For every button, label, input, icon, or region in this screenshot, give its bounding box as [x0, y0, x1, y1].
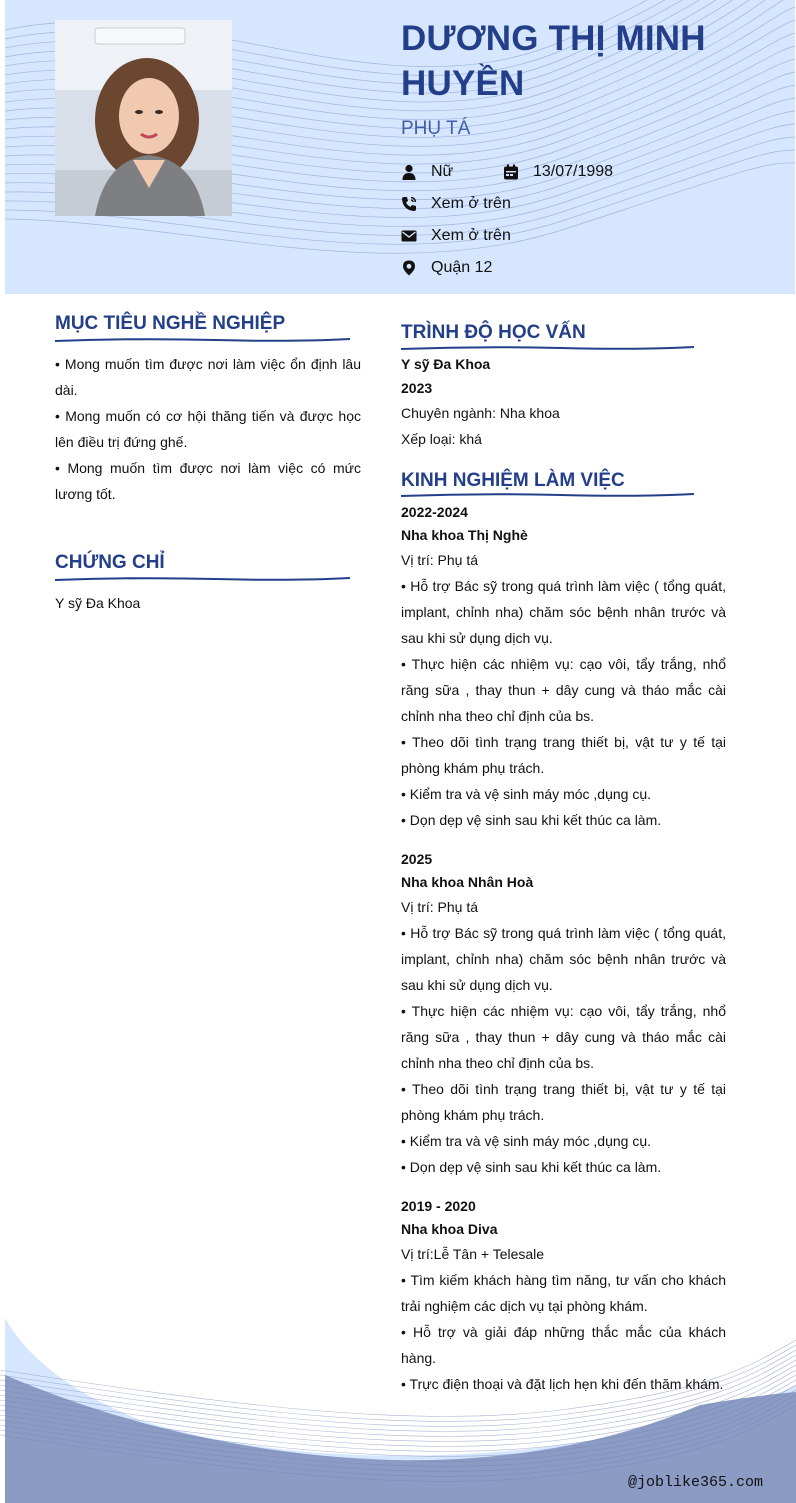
phone-value: Xem ở trên	[431, 195, 511, 212]
list-item: • Mong muốn tìm được nơi làm việc có mức lương tốt.	[55, 460, 361, 502]
certificates-heading: CHỨNG CHỈ	[55, 552, 165, 573]
job-duty: • Dọn dẹp vệ sinh sau khi kết thúc ca làm.	[401, 1159, 662, 1175]
envelope-icon	[401, 228, 417, 244]
calendar-icon	[503, 164, 519, 180]
objective-heading: MỤC TIÊU NGHỀ NGHIỆP	[55, 313, 286, 334]
header-banner	[5, 0, 795, 294]
job-period: 2019 - 2020	[401, 1198, 476, 1214]
job-duty: • Theo dõi tình trạng trang thiết bị, vật tư y tế tại phòng khám phụ trách.	[401, 1081, 726, 1123]
job-duty: • Kiểm tra và vệ sinh máy móc ,dụng cụ.	[401, 786, 652, 802]
address-value: Quận 12	[431, 259, 493, 276]
objective-underline	[55, 337, 350, 343]
user-icon	[401, 164, 417, 180]
education-school: Y sỹ Đa Khoa	[401, 356, 491, 372]
job-title: PHỤ TÁ	[401, 118, 471, 139]
job-duty: • Hỗ trợ Bác sỹ trong quá trình làm việc ( tổng quát, implant, chỉnh nha) chăm sóc bệnh nhân trước và sau khi sử dụng dịch vụ.	[401, 925, 726, 993]
experience-item	[401, 501, 726, 833]
education-heading: TRÌNH ĐỘ HỌC VẤN	[401, 322, 586, 343]
job-duty: • Theo dõi tình trạng trang thiết bị, vật tư y tế tại phòng khám phụ trách.	[401, 734, 726, 776]
gender-value: Nữ	[431, 163, 454, 180]
job-company: Nha khoa Diva	[401, 1221, 498, 1237]
education-major: Chuyên ngành: Nha khoa	[401, 405, 560, 421]
list-item: • Mong muốn có cơ hội thăng tiến và được học lên điều trị đứng ghế.	[55, 408, 361, 450]
address-row	[401, 257, 492, 279]
job-period: 2022-2024	[401, 504, 468, 520]
education-year: 2023	[401, 380, 433, 396]
education-grade: Xếp loại: khá	[401, 431, 482, 447]
experience-underline	[401, 492, 694, 498]
job-duty: • Hỗ trợ Bác sỹ trong quá trình làm việc ( tổng quát, implant, chỉnh nha) chăm sóc bệnh nhân trước và sau khi sử dụng dịch vụ.	[401, 578, 726, 646]
job-position: Vị trí: Phụ tá	[401, 552, 479, 568]
candidate-name: DƯƠNG THỊ MINH HUYỀN	[401, 19, 706, 103]
experience-item	[401, 848, 726, 1180]
job-company: Nha khoa Nhân Hoà	[401, 874, 534, 890]
job-company: Nha khoa Thị Nghè	[401, 527, 528, 543]
job-period: 2025	[401, 851, 433, 867]
map-pin-icon	[401, 260, 417, 276]
experience-heading: KINH NGHIỆM LÀM VIỆC	[401, 470, 625, 491]
avatar	[55, 20, 232, 216]
job-duty: • Tìm kiếm khách hàng tìm năng, tư vấn cho khách trải nghiệm các dịch vụ tại phòng khám.	[401, 1272, 726, 1314]
dob-value: 13/07/1998	[533, 163, 614, 180]
watermark: @joblike365.com	[628, 1474, 764, 1491]
experience-item	[401, 1195, 726, 1397]
job-duty: • Hỗ trợ và giải đáp những thắc mắc của khách hàng.	[401, 1324, 726, 1366]
email-row	[401, 225, 511, 247]
education-underline	[401, 345, 694, 351]
job-duty: • Dọn dẹp vệ sinh sau khi kết thúc ca làm.	[401, 812, 662, 828]
list-item: • Mong muốn tìm được nơi làm việc ổn định lâu dài.	[55, 356, 361, 398]
job-duty: • Thực hiện các nhiệm vụ: cạo vôi, tẩy trắng, nhổ răng sữa , thay thun + dây cung và tháo mắc cài chỉnh nha theo chỉ định của bs.	[401, 656, 726, 724]
phone-icon	[401, 196, 417, 212]
email-value: Xem ở trên	[431, 227, 511, 244]
job-duty: • Trực điện thoại và đặt lịch hẹn khi đến thăm khám.	[401, 1376, 724, 1392]
job-duty: • Kiểm tra và vệ sinh máy móc ,dụng cụ.	[401, 1133, 652, 1149]
job-position: Vị trí:Lễ Tân + Telesale	[401, 1246, 545, 1262]
job-position: Vị trí: Phụ tá	[401, 899, 479, 915]
list-item: Y sỹ Đa Khoa	[55, 595, 141, 611]
certificates-underline	[55, 576, 350, 582]
dob-row	[503, 161, 613, 183]
phone-row	[401, 193, 511, 215]
objective-list	[55, 351, 361, 507]
education-block	[401, 352, 726, 452]
job-duty: • Thực hiện các nhiệm vụ: cạo vôi, tẩy trắng, nhổ răng sữa , thay thun + dây cung và tháo mắc cài chỉnh nha theo chỉ định của bs.	[401, 1003, 726, 1071]
certificates-list	[55, 590, 361, 616]
gender-row	[401, 161, 453, 183]
